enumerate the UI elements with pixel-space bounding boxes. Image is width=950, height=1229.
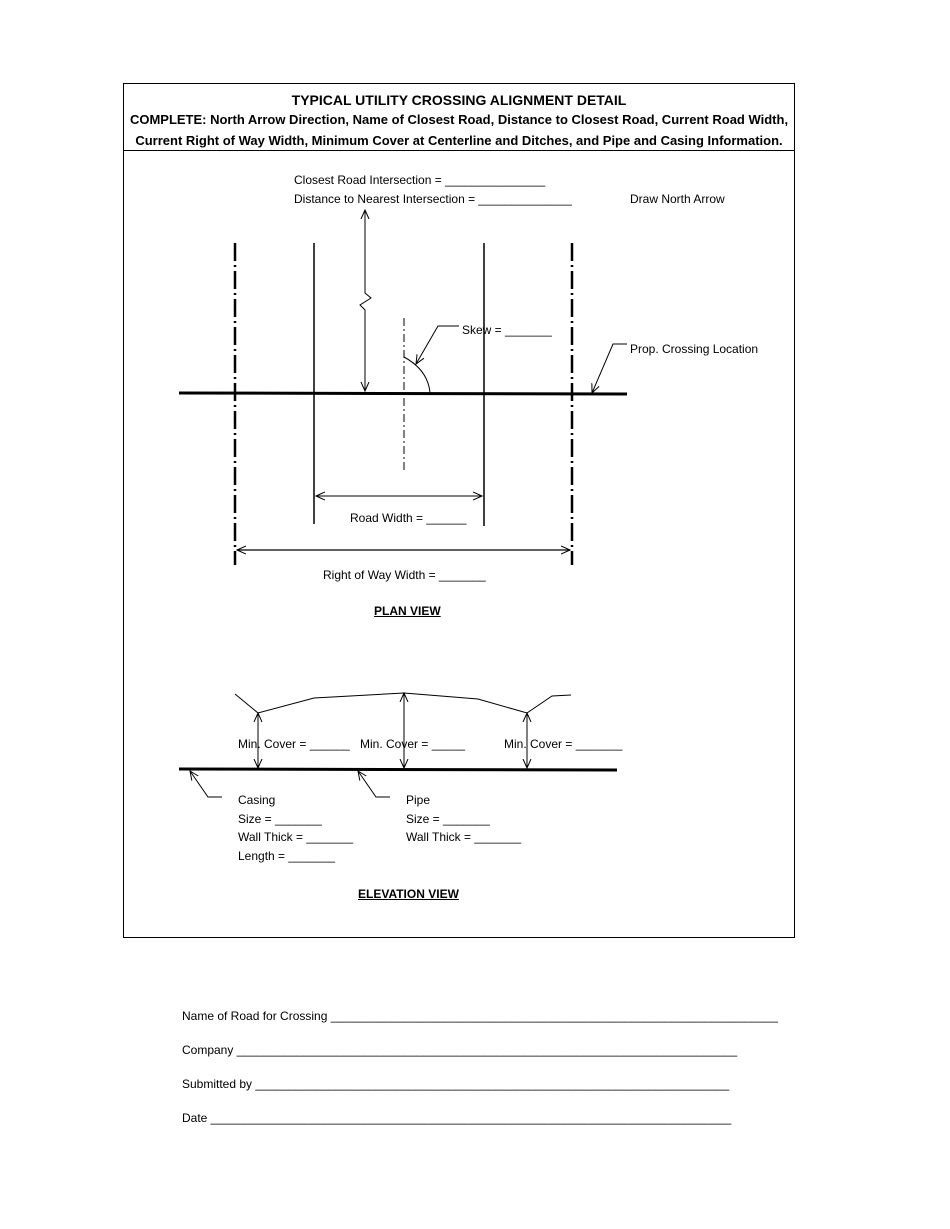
casing-length-label: Length = _______ [238, 849, 336, 863]
distance-arrow [360, 210, 371, 391]
crossing-leader [592, 344, 627, 393]
company-field[interactable]: Company ___________________________________________________________________________ [182, 1043, 738, 1057]
instructions-line-2: Current Right of Way Width, Minimum Cover at Centerline and Ditches, and Pipe and Casing Information. [135, 133, 783, 148]
north-arrow-label: Draw North Arrow [630, 192, 725, 206]
instructions-line-1: COMPLETE: North Arrow Direction, Name of Closest Road, Distance to Closest Road, Current Road Width, [129, 112, 789, 127]
casing-leader [190, 771, 222, 797]
submitted-by-field[interactable]: Submitted by _______________________________________________________________________ [182, 1077, 730, 1091]
road-name-field[interactable]: Name of Road for Crossing ___________________________________________________________________ [182, 1009, 778, 1023]
elevation-pipe-line [179, 769, 617, 770]
casing-size-label: Size = _______ [238, 812, 322, 826]
casing-wall-label: Wall Thick = _______ [238, 830, 354, 844]
crossing-location-label: Prop. Crossing Location [630, 342, 759, 356]
pipe-wall-label: Wall Thick = _______ [406, 830, 522, 844]
skew-label: Skew = _______ [462, 323, 552, 337]
skew-leader [416, 326, 459, 364]
closest-road-label: Closest Road Intersection = _______________ [294, 173, 546, 187]
casing-label: Casing [238, 793, 276, 807]
date-field[interactable]: Date ______________________________________________________________________________ [182, 1111, 732, 1125]
distance-label: Distance to Nearest Intersection = ______________ [294, 192, 572, 206]
min-cover-right-label: Min. Cover = _______ [504, 737, 623, 751]
plan-view-title: PLAN VIEW [374, 604, 441, 618]
crossing-line [179, 393, 627, 394]
ground-profile [235, 693, 571, 713]
road-width-label: Road Width = ______ [350, 511, 467, 525]
pipe-leader [358, 771, 390, 797]
min-cover-center-label: Min. Cover = _____ [360, 737, 466, 751]
min-cover-left-label: Min. Cover = ______ [238, 737, 350, 751]
elevation-view-title: ELEVATION VIEW [358, 887, 459, 901]
detail-title: TYPICAL UTILITY CROSSING ALIGNMENT DETAIL [291, 92, 627, 108]
row-width-label: Right of Way Width = _______ [323, 568, 486, 582]
pipe-size-label: Size = _______ [406, 812, 490, 826]
pipe-label: Pipe [406, 793, 431, 807]
